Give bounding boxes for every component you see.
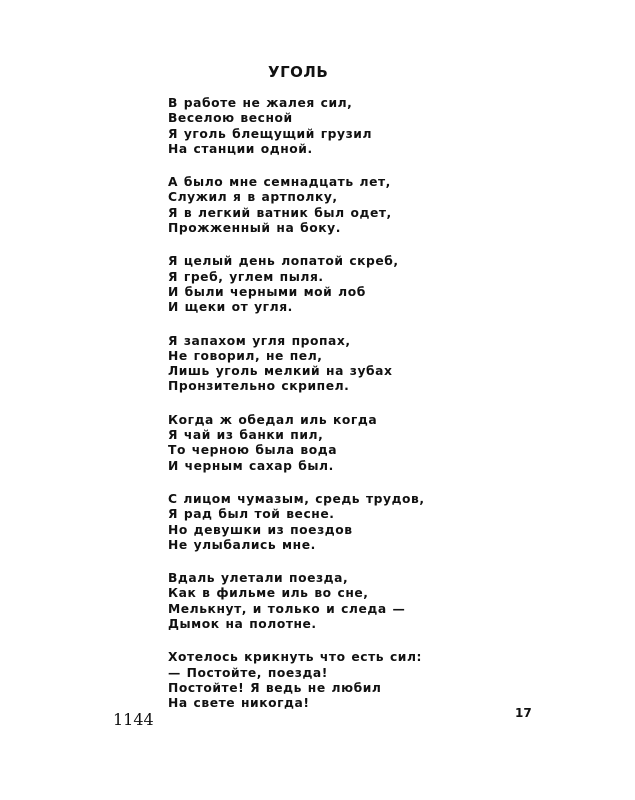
poem-line: Лишь уголь мелкий на зубах: [168, 364, 393, 379]
poem-line: Вдаль улетали поезда,: [168, 571, 349, 586]
poem-line: А было мне семнадцать лет,: [168, 175, 391, 190]
poem-line: С лицом чумазым, средь трудов,: [168, 491, 425, 506]
stanza-4: [168, 334, 448, 395]
poem-line: Не говорил, не пел,: [168, 348, 323, 363]
poem-line: Прожженный на боку.: [168, 221, 341, 236]
stanza-3: [168, 254, 448, 315]
stanza-7: [168, 571, 448, 632]
poem-body: [168, 96, 448, 730]
stanza-1: [168, 96, 448, 157]
poem-line: И черным сахар был.: [168, 458, 334, 473]
poem-line: Я греб, углем пыля.: [168, 269, 324, 284]
poem-line: В работе не жалея сил,: [168, 96, 353, 110]
stanza-6: [168, 492, 448, 553]
poem-line: Когда ж обедал иль когда: [168, 412, 378, 427]
poem-line: Служил я в артполку,: [168, 190, 338, 205]
poem-line: Я целый день лопатой скреб,: [168, 254, 399, 269]
poem-line: На станции одной.: [168, 141, 313, 156]
poem-line: Мелькнут, и только и следа —: [168, 601, 406, 616]
poem-line: Постойте! Я ведь не любил: [168, 680, 382, 695]
poem-title-text: УГОЛЬ: [268, 63, 329, 81]
poem-line: Я запахом угля пропах,: [168, 333, 351, 348]
poem-line: На свете никогда!: [168, 696, 310, 711]
poem-line: И были черными мой лоб: [168, 284, 366, 299]
stanza-8: [168, 650, 448, 711]
poem-line: Но девушки из поездов: [168, 522, 353, 537]
poem-line: Хотелось крикнуть что есть сил:: [168, 650, 422, 665]
poem-line: То черною была вода: [168, 443, 338, 458]
poem-line: Я в легкий ватник был одет,: [168, 205, 392, 220]
poem-line: Как в фильме иль во сне,: [168, 586, 369, 601]
poem-line: Я рад был той весне.: [168, 507, 335, 522]
poem-line: Дымок на полотне.: [168, 617, 317, 632]
poem-line: Пронзительно скрипел.: [168, 379, 350, 394]
poem-line: И щеки от угля.: [168, 300, 293, 315]
poem-line: Я чай из банки пил,: [168, 428, 324, 443]
page-number: 17: [515, 706, 532, 720]
poem-line: Я уголь блещущий грузил: [168, 126, 373, 141]
poem-line: Веселою весной: [168, 111, 293, 126]
stanza-2: [168, 175, 448, 236]
stanza-5: [168, 413, 448, 474]
poem-line: Не улыбались мне.: [168, 537, 316, 552]
poem-line: — Постойте, поезда!: [168, 665, 328, 680]
archive-number: 1144: [113, 710, 154, 729]
